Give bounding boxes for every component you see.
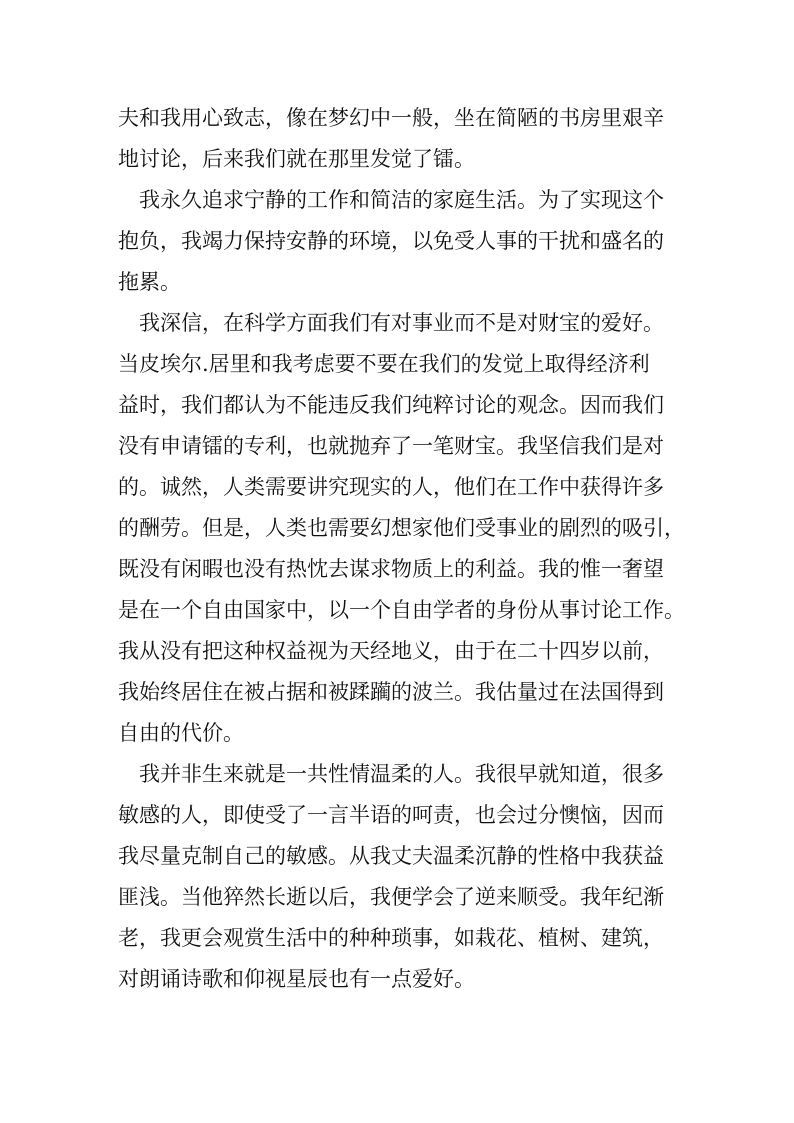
text-line: 拖累。 (118, 270, 181, 294)
text-line: 对朗诵诗歌和仰视星辰也有一点爱好。 (118, 967, 475, 991)
text-line: 的。诚然，人类需要讲究现实的人，他们在工作中获得许多 (118, 475, 664, 499)
text-line: 我始终居住在被占据和被蹂躏的波兰。我估量过在法国得到 (118, 680, 664, 704)
text-line: 敏感的人，即使受了一言半语的呵责，也会过分懊恼，因而 (118, 803, 664, 827)
text-line: 我尽量克制自己的敏感。从我丈夫温柔沉静的性格中我获益 (118, 844, 664, 868)
text-line: 的酬劳。但是，人类也需要幻想家他们受事业的剧烈的吸引， (118, 516, 685, 540)
text-line: 没有申请镭的专利，也就抛弃了一笔财宝。我坚信我们是对 (118, 434, 664, 458)
text-line: 匪浅。当他猝然长逝以后，我便学会了逆来顺受。我年纪渐 (118, 885, 664, 909)
text-line: 自由的代价。 (118, 721, 244, 745)
text-line: 夫和我用心致志，像在梦幻中一般，坐在简陋的书房里艰辛 (118, 106, 664, 130)
text-line: 我从没有把这种权益视为天经地义，由于在二十四岁以前， (118, 639, 664, 663)
text-line: 既没有闲暇也没有热忱去谋求物质上的利益。我的惟一奢望 (118, 557, 664, 581)
text-line: 益时，我们都认为不能违反我们纯粹讨论的观念。因而我们 (118, 393, 664, 417)
text-line: 老，我更会观赏生活中的种种琐事，如栽花、植树、建筑， (118, 926, 664, 950)
text-line: 当皮埃尔.居里和我考虑要不要在我们的发觉上取得经济利 (118, 352, 650, 376)
text-line: 地讨论，后来我们就在那里发觉了镭。 (118, 147, 475, 171)
paragraph-first-line: 我永久追求宁静的工作和简洁的家庭生活。为了实现这个 (139, 188, 664, 212)
text-line: 抱负，我竭力保持安静的环境，以免受人事的干扰和盛名的 (118, 229, 664, 253)
paragraph-first-line: 我深信，在科学方面我们有对事业而不是对财宝的爱好。 (139, 311, 664, 335)
text-line: 是在一个自由国家中，以一个自由学者的身份从事讨论工作。 (118, 598, 685, 622)
paragraph-first-line: 我并非生来就是一共性情温柔的人。我很早就知道，很多 (139, 762, 664, 786)
